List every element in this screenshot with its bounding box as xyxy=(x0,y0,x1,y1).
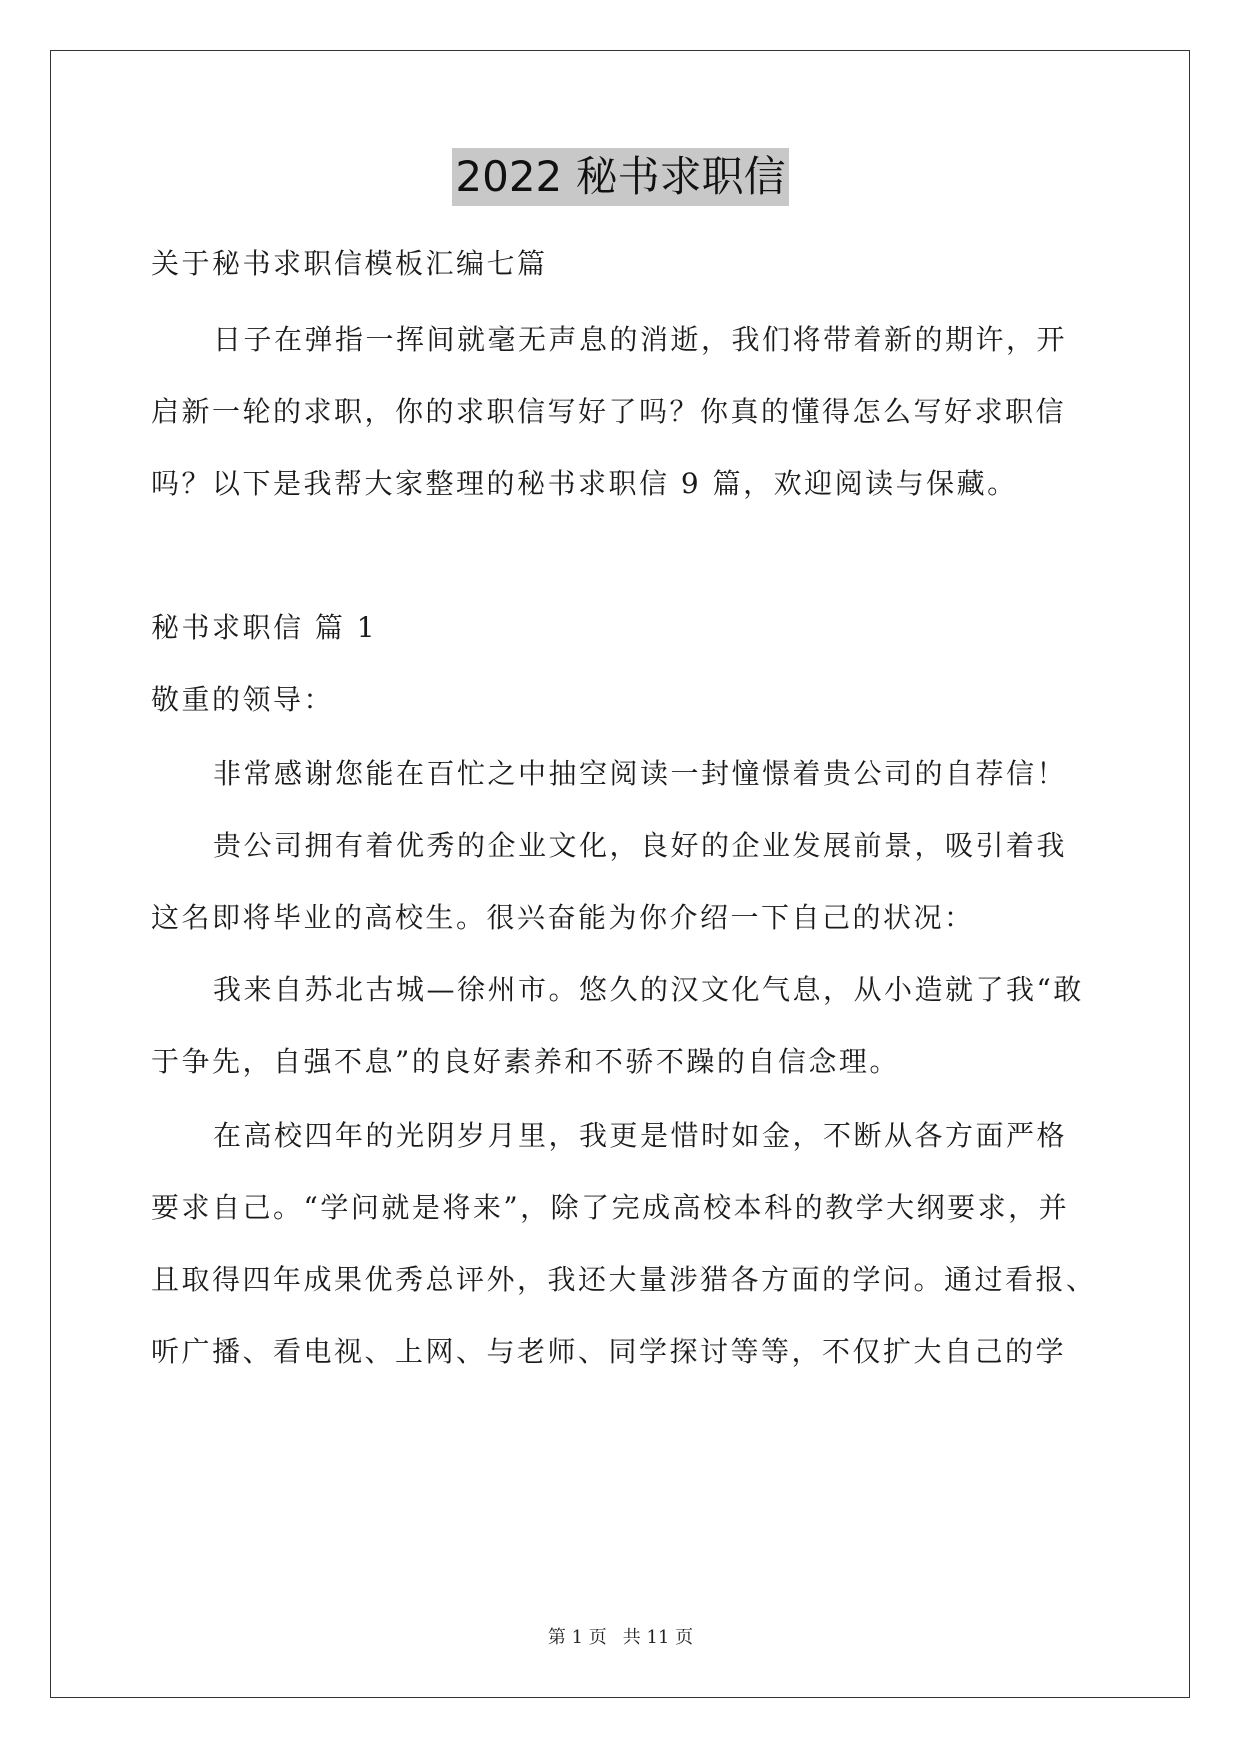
body-line: 非常感谢您能在百忙之中抽空阅读一封憧憬着贵公司的自荐信！ xyxy=(213,757,1068,790)
body-line: 贵公司拥有着优秀的企业文化，良好的企业发展前景，吸引着我 xyxy=(213,829,1068,862)
body-line: 我来自苏北古城—徐州市。悠久的汉文化气息，从小造就了我“敢 xyxy=(213,973,1084,1006)
intro-line: 启新一轮的求职，你的求职信写好了吗？你真的懂得怎么写好求职信 xyxy=(151,395,1067,428)
body-line: 要求自己。“学问就是将来”，除了完成高校本科的教学大纲要求，并 xyxy=(151,1191,1070,1224)
title-container xyxy=(0,148,1241,206)
page-border xyxy=(50,50,1190,1698)
page-footer xyxy=(0,1623,1241,1649)
body-line: 在高校四年的光阴岁月里，我更是惜时如金，不断从各方面严格 xyxy=(213,1119,1068,1152)
page-total: 共 11 页 xyxy=(622,1627,694,1648)
subtitle: 关于秘书求职信模板汇编七篇 xyxy=(151,247,548,280)
salutation: 敬重的领导： xyxy=(151,683,335,716)
section-heading: 秘书求职信 篇 1 xyxy=(151,611,378,644)
page-number: 第 1 页 xyxy=(547,1627,607,1648)
body-line: 听广播、看电视、上网、与老师、同学探讨等等，不仅扩大自己的学 xyxy=(151,1335,1067,1368)
document-title: 2022 秘书求职信 xyxy=(452,148,788,206)
body-line: 于争先，自强不息”的良好素养和不骄不躁的自信念理。 xyxy=(151,1045,900,1078)
body-line: 这名即将毕业的高校生。很兴奋能为你介绍一下自己的状况： xyxy=(151,901,975,934)
body-line: 且取得四年成果优秀总评外，我还大量涉猎各方面的学问。通过看报、 xyxy=(151,1263,1097,1296)
intro-line: 吗？以下是我帮大家整理的秘书求职信 9 篇，欢迎阅读与保藏。 xyxy=(151,467,1018,500)
intro-line: 日子在弹指一挥间就毫无声息的消逝，我们将带着新的期许，开 xyxy=(213,323,1068,356)
